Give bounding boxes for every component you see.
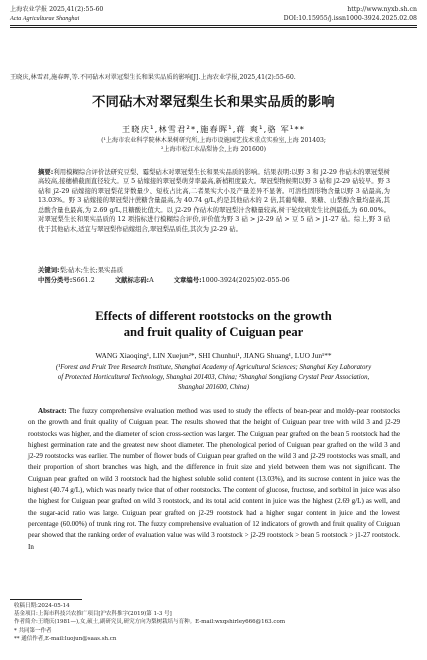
- footnote-rule: [10, 599, 82, 600]
- code-value: A: [149, 277, 154, 284]
- affiliation-cn-line-1: (¹上海市农业科学院林木果树研究所,上海市设施园艺技术重点实验室,上海 201403;: [101, 137, 326, 144]
- footnote-author-bio: 作者简介:王晓庆(1981—),女,硕士,副研究员,研究方向为梨树栽培与育种。E-mail:wxqshirley666@163.com: [14, 619, 286, 626]
- article-id-label: 文章编号:: [173, 277, 202, 284]
- abstract-cn-text: 利用模糊综合评价法研究豆梨、霉梨砧木对翠冠梨生长和果实品质的影响。结果表明:以野 3 和 j2-29 作砧木的翠冠梨树高较高,接穗横截面直径较大。豆 5 砧嫁接的翠冠梨萌芽率最高,新梢粗度最大。翠冠梨物候期以野 3 砧和 j2-29 砧较早。野 3 砧和 j2-29 砧嫁接的翠冠梨花芽数量少、短枝占比高,二者果实大小及产量差异不显著。可溶性固形物含量以野 3 砧最高,为 13.03%。野 3 砧嫁接的翠冠梨汁蔗糖含量最高,为 40.74 g/L,约是其他砧木的 2 倍,其葡萄糖、果糖、山梨醇含量均最高,其总酸含量也最高,为 2.69 g/L,且糖酸比值大。以 j2-29 作砧木的翠冠梨汁含糖量较高,树干轮纹病发生比例最低,为 60.00%。对翠冠梨生长和果实品质的 12 项指标进行模糊综合评价,评价值为野 3 砧 > j2-29 砧 > 豆 5 砧 > j1-27 砧。综上,野 3 砧优于其他砧木,适宜与翠冠梨作砧嫁组合,翠冠梨品质佳,其次为 j2-29 砧。: [38, 169, 390, 233]
- doi[interactable]: DOI:10.15955/j.issn1000-3924.2025.02.08: [283, 15, 417, 22]
- journal-name-en: Acta Agriculturae Shanghai: [10, 15, 80, 22]
- authors-cn: 王晓庆¹,林雪君²*,施春晖¹,蒋 爽¹,骆 军¹**: [121, 124, 306, 134]
- affiliation-en-line-1: (¹Forest and Fruit Tree Research Institute, Shanghai Academy of Agricultural Sciences; Shanghai Key Laboratory: [55, 364, 372, 371]
- footnote-received: 收稿日期:2024-05-14: [14, 603, 70, 609]
- affiliation-en-line-3: Shanghai 201600, China): [177, 383, 249, 391]
- abstract-cn-label: 摘要:: [38, 169, 54, 176]
- header-rule-top: [10, 25, 417, 26]
- footnotes: [14, 602, 285, 643]
- classification-row: [38, 275, 290, 284]
- article-id-value: 1000-3924(2025)02-055-06: [201, 277, 290, 284]
- footnote-corresponding: ** 通信作者,E-mail:luojun@saas.sh.cn: [14, 635, 117, 642]
- abstract-en-text: The fuzzy comprehensive evaluation method was used to study the effects of bean-pear and moldy-pear rootstocks on the growth and fruit quality of Cuiguan pear. The results showed that the height of Cuiguan pear tree with wild 3 and j2-29 rootstocks was higher, and the diameter of scion cross-section was larger. The Cuiguan pear grafted on the bean 5 rootstock had the highest germination rate and the greatest new shoot diameter. The phenological period of Cuiguan pear grafted on the wild 3 and j2-29 rootstocks was earlier. The number of flower buds of Cuiguan pear grafted on the wild 3 and j2-29 rootstocks was small, and their proportion of short branches was high, and the difference in fruit size and yield between them was not significant. The Cuiguan pear grafted on wild 3 rootstock had the highest soluble solid content (13.03%), and its sucrose content in juice was the highest (40.74 g/L), which was nearly twice that of other rootstocks. The content of glucose, fructose, and sorbitol in juice was also the highest for Cuiguan pear grafted on wild 3 rootstock, and its total acid content in juice was the highest (2.69 g/L) as well, and the sugar-acid ratio was large. Cuiguan pear grafted on j2-29 rootstock had a higher sugar content in juice and the lowest percentage (60.00%) of trunk ring rot. The fuzzy comprehensive evaluation of 12 indicators of growth and fruit quality of Cuiguan pear showed that the ranking order of evaluation value was wild 3 rootstock > j2-29 rootstock > bean 5 rootstock > j1-27 rootstock. In: [28, 407, 400, 551]
- citation-line: 王晓庆,林雪君,施春晖,等.不同砧木对翠冠梨生长和果实品质的影响[J].上海农业学报,2025,41(2):55-60.: [10, 74, 296, 81]
- keywords-cn-label: 关键词:: [38, 267, 60, 274]
- keywords-cn-text: 梨;砧木;生长;果实品质: [59, 267, 124, 274]
- authors-en: WANG Xiaoqing¹, LIN Xuejun²*, SHI Chunhui¹, JIANG Shuang¹, LUO Jun¹**: [95, 351, 332, 360]
- affiliations-en: [14, 363, 413, 392]
- clc-label: 中图分类号:: [38, 277, 73, 284]
- title-en: [0, 308, 427, 340]
- abstract-en-label: Abstract:: [38, 407, 67, 415]
- title-cn: 不同砧木对翠冠梨生长和果实品质的影响: [92, 95, 335, 110]
- abstract-cn: [38, 168, 390, 234]
- footnote-co-first: * 共同第一作者: [14, 627, 52, 634]
- affiliation-cn-line-2: ²上海市松江水晶梨协会,上海 201600): [160, 146, 267, 153]
- abstract-en: [28, 406, 400, 553]
- title-en-line-1: Effects of different rootstocks on the growth: [95, 309, 332, 323]
- title-en-line-2: and fruit quality of Cuiguan pear: [123, 325, 304, 339]
- clc-value: S661.2: [72, 277, 95, 284]
- journal-name-cn: 上海农业学报 2025,41(2):55-60: [10, 6, 104, 13]
- keywords-cn: [38, 265, 123, 274]
- code-label: 文献标志码:: [114, 277, 150, 284]
- journal-website[interactable]: http://www.nyxb.sh.cn: [347, 6, 417, 13]
- affiliation-en-line-2: of Protected Horticultural Technology, Shanghai 201403, China; ²Shanghai Songjiang Crystal Pear Association,: [57, 373, 370, 381]
- header-rule-bottom: [10, 27, 417, 28]
- footnote-funding: 基金项目:上海市科技兴农推广项目[沪农科推字(2019)第 1-3 号]: [14, 611, 172, 618]
